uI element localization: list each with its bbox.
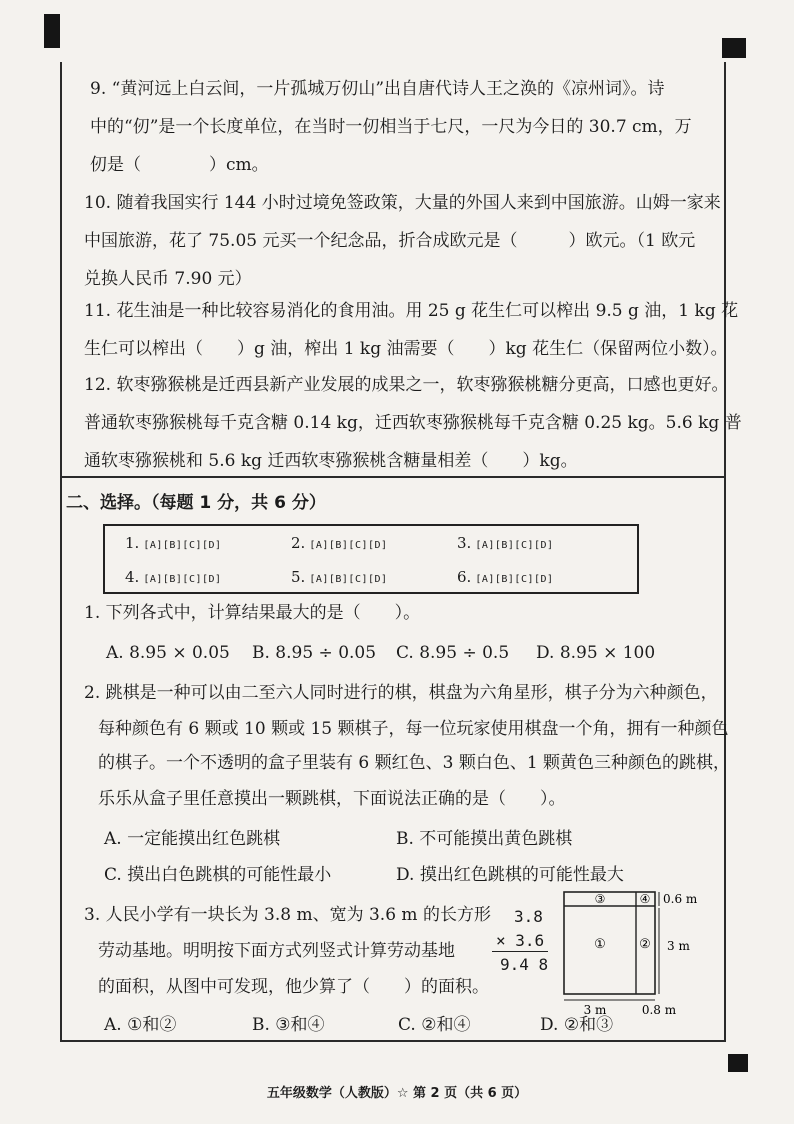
dim-3m-bottom: 3 m (583, 1003, 607, 1017)
registration-mark-top-right (722, 38, 746, 58)
mc-q3-line-2: 劳动基地。明明按下面方式列竖式计算劳动基地 (98, 941, 455, 961)
dim-0-8m: 0.8 m (641, 1003, 677, 1017)
calc-result: 9.4 8 (500, 955, 549, 974)
mc-q3-option-a[interactable]: A. ①和② (104, 1015, 177, 1035)
mc-q1-option-a[interactable]: A. 8.95 × 0.05 (106, 643, 230, 663)
q10-line-3: 兑换人民币 7.90 元） (84, 269, 252, 289)
mc-q2-option-c[interactable]: C. 摸出白色跳棋的可能性最小 (104, 865, 332, 885)
q11-line-2: 生仁可以榨出（ ）g 油，榨出 1 kg 油需要（ ）kg 花生仁（保留两位小数）。 (84, 339, 728, 359)
answer-sheet (103, 524, 639, 594)
mc-q1-stem: 1. 下列各式中，计算结果最大的是（ ）。 (84, 603, 421, 623)
q10-line-2: 中国旅游，花了 75.05 元买一个纪念品，折合成欧元是（ ）欧元。（1 欧元 (84, 231, 696, 251)
mc-q1-option-d[interactable]: D. 8.95 × 100 (536, 643, 656, 663)
answer-sheet-item-1[interactable]: 1. [A][B][C][D] (125, 534, 222, 552)
mc-q3-line-3: 的面积，从图中可发现，他少算了（ ）的面积。 (98, 977, 489, 997)
dim-0-6m: 0.6 m (663, 892, 698, 906)
page-footer: 五年级数学（人教版）☆ 第 2 页（共 6 页） (266, 1086, 528, 1101)
q11-line-1: 11. 花生油是一种比较容易消化的食用油。用 25 g 花生仁可以榨出 9.5 g 油，1 kg 花 (84, 301, 739, 321)
section-divider (60, 476, 724, 478)
calc-multiplier: × 3.6 (496, 931, 545, 950)
q12-line-3: 通软枣猕猴桃和 5.6 kg 迁西软枣猕猴桃含糖量相差（ ）kg。 (84, 451, 578, 471)
answer-sheet-item-2[interactable]: 2. [A][B][C][D] (291, 534, 388, 552)
answer-sheet-item-6[interactable]: 6. [A][B][C][D] (457, 568, 554, 586)
calc-top: 3.8 (514, 907, 543, 926)
dim-3m-side: 3 m (667, 939, 690, 953)
mc-q3-option-b[interactable]: B. ③和④ (252, 1015, 325, 1035)
mc-q1-option-b[interactable]: B. 8.95 ÷ 0.05 (252, 643, 377, 663)
area-figure (555, 888, 715, 1020)
answer-sheet-item-3[interactable]: 3. [A][B][C][D] (457, 534, 554, 552)
q12-line-2: 普通软枣猕猴桃每千克含糖 0.14 kg，迁西软枣猕猴桃每千克含糖 0.25 kg。5.6 kg 普 (84, 413, 742, 433)
mc-q2-line-4: 乐乐从盒子里任意摸出一颗跳棋，下面说法正确的是（ ）。 (98, 789, 566, 809)
calc-line (492, 951, 548, 952)
answer-sheet-item-4[interactable]: 4. [A][B][C][D] (125, 568, 222, 586)
mc-q3-line-1: 3. 人民小学有一块长为 3.8 m、宽为 3.6 m 的长方形 (84, 905, 491, 925)
registration-mark-top-left (44, 14, 60, 48)
mc-q2-line-2: 每种颜色有 6 颗或 10 颗或 15 颗棋子，每一位玩家使用棋盘一个角，拥有一种颜色 (98, 719, 729, 739)
q10-line-1: 10. 随着我国实行 144 小时过境免签政策，大量的外国人来到中国旅游。山姆一家来 (84, 193, 721, 213)
mc-q3-option-d[interactable]: D. ②和③ (540, 1015, 614, 1035)
region-2-label: ② (639, 937, 651, 952)
registration-mark-bottom-right (728, 1054, 748, 1072)
q9-line-1: 9. “黄河远上白云间，一片孤城万仞山”出自唐代诗人王之涣的《凉州词》。诗 (90, 79, 665, 99)
mc-q2-line-3: 的棋子。一个不透明的盒子里装有 6 颗红色、3 颗白色、1 颗黄色三种颜色的跳棋， (98, 753, 731, 773)
mc-q2-option-b[interactable]: B. 不可能摸出黄色跳棋 (396, 829, 573, 849)
region-4-label: ④ (639, 892, 651, 906)
mc-q2-option-d[interactable]: D. 摸出红色跳棋的可能性最大 (396, 865, 624, 885)
q9-line-2: 中的“仞”是一个长度单位，在当时一仞相当于七尺，一尺为今日的 30.7 cm，万 (90, 117, 692, 137)
mc-q1-option-c[interactable]: C. 8.95 ÷ 0.5 (396, 643, 510, 663)
mc-q3-option-c[interactable]: C. ②和④ (398, 1015, 471, 1035)
region-3-label: ③ (594, 892, 606, 906)
q12-line-1: 12. 软枣猕猴桃是迁西县新产业发展的成果之一，软枣猕猴桃糖分更高，口感也更好。 (84, 375, 729, 395)
q9-line-3: 仞是（ ）cm。 (90, 155, 269, 175)
mc-q2-option-a[interactable]: A. 一定能摸出红色跳棋 (104, 829, 281, 849)
mc-q2-line-1: 2. 跳棋是一种可以由二至六人同时进行的棋，棋盘为六角星形，棋子分为六种颜色， (84, 683, 718, 703)
answer-sheet-item-5[interactable]: 5. [A][B][C][D] (291, 568, 388, 586)
section-2-title: 二、选择。（每题 1 分，共 6 分） (66, 493, 326, 513)
region-1-label: ① (594, 937, 606, 952)
